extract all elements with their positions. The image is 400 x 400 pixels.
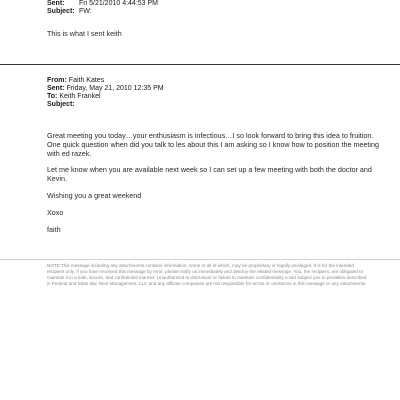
to-label: To:: [47, 93, 58, 100]
subject-label: Subject:: [47, 101, 75, 108]
forwarded-subject-row: [47, 101, 75, 109]
forwarded-sent-row: [47, 85, 164, 93]
confidentiality-notice: NOTE:This message including any attachments contains information, some or all of which, may be proprietary or legally privileged. It is for the intended recipient only. If you have received this message by error, please notify us immediately and destroy the related message. You, the recipient, are obligated to maintain it in a safe, secure, and confidential manner. Unauthorized re-disclosure or failure to maintain confidentiality could subject you to penalties described in Federal and State law. Next Management, LLC and any affiliate companies are not responsible for errors or omissions in this message or any attachments.: [47, 263, 367, 286]
body-paragraph-1-line-1: Great meeting you today…your enthusiasm is infectious…I so look forward to bring this idea to fruition.: [47, 131, 374, 140]
notice-divider: [0, 259, 400, 260]
top-sent-row: [47, 0, 65, 8]
body-paragraph-2-line-2: Kevin.: [47, 174, 67, 183]
body-paragraph-1-line-3: with ed razek.: [47, 149, 92, 158]
subject-label: Subject:: [47, 8, 75, 15]
sent-label: Sent:: [47, 85, 65, 92]
top-sent-value: Fri 5/21/2010 4:44:53 PM: [79, 0, 158, 7]
to-value: Keith Frankel: [59, 93, 101, 100]
top-subject-value: FW:: [79, 8, 92, 15]
forwarded-from-row: [47, 77, 104, 85]
separator-rule: [0, 64, 400, 65]
from-value: Faith Kates: [68, 77, 105, 84]
top-message-body: This is what I sent keith: [47, 29, 122, 38]
body-paragraph-1-line-2: One quick question when did you talk to les about this I am asking so I know how to position the meeting: [47, 140, 380, 149]
top-subject-row: [47, 8, 75, 16]
sent-label: Sent:: [47, 0, 65, 7]
body-closing: Wishing you a great weekend: [47, 191, 142, 200]
body-signoff: Xoxo: [47, 208, 64, 217]
from-label: From:: [47, 77, 67, 84]
sent-value: Friday, May 21, 2010 12:35 PM: [66, 85, 164, 92]
body-paragraph-2-line-1: Let me know when you are available next week so I can set up a few meeting with both the doctor and: [47, 165, 372, 174]
body-signature: faith: [47, 225, 61, 234]
forwarded-to-row: [47, 93, 101, 101]
